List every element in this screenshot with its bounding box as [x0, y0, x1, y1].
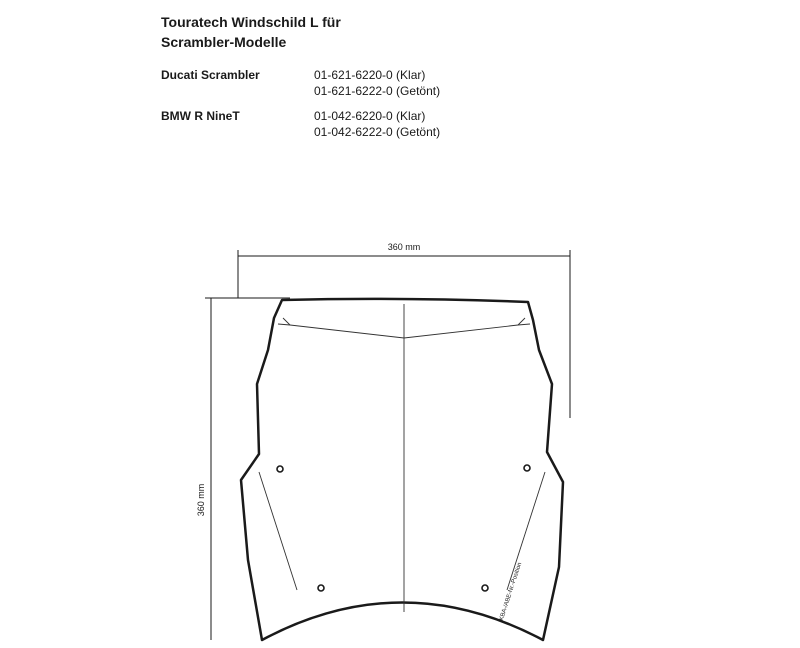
mounting-hole — [482, 585, 488, 591]
lower-line-left — [259, 472, 297, 590]
kba-marking-label: KBA-/ABE-Nr.-Position — [498, 561, 524, 622]
lower-line-right — [507, 472, 545, 590]
model-name-bmw: BMW R NineT — [161, 109, 240, 123]
part-number: 01-042-6220-0 (Klar) — [314, 109, 426, 123]
width-label: 360 mm — [387, 242, 421, 252]
part-number: 01-042-6222-0 (Getönt) — [314, 125, 441, 139]
part-number: 01-621-6220-0 (Klar) — [314, 68, 426, 82]
part-number: 01-621-6222-0 (Getönt) — [314, 84, 441, 98]
corner-line-left — [283, 318, 290, 325]
corner-line-right — [518, 318, 525, 325]
windshield-inner-lines — [259, 304, 545, 612]
mounting-holes — [277, 465, 530, 591]
product-title-line-2: Scrambler-Modelle — [161, 34, 287, 50]
mounting-hole — [524, 465, 530, 471]
mounting-hole — [277, 466, 283, 472]
mounting-hole — [318, 585, 324, 591]
product-title-line-1: Touratech Windschild L für — [161, 14, 341, 30]
height-label: 360 mm — [196, 483, 206, 517]
model-name-ducati: Ducati Scrambler — [161, 68, 260, 82]
